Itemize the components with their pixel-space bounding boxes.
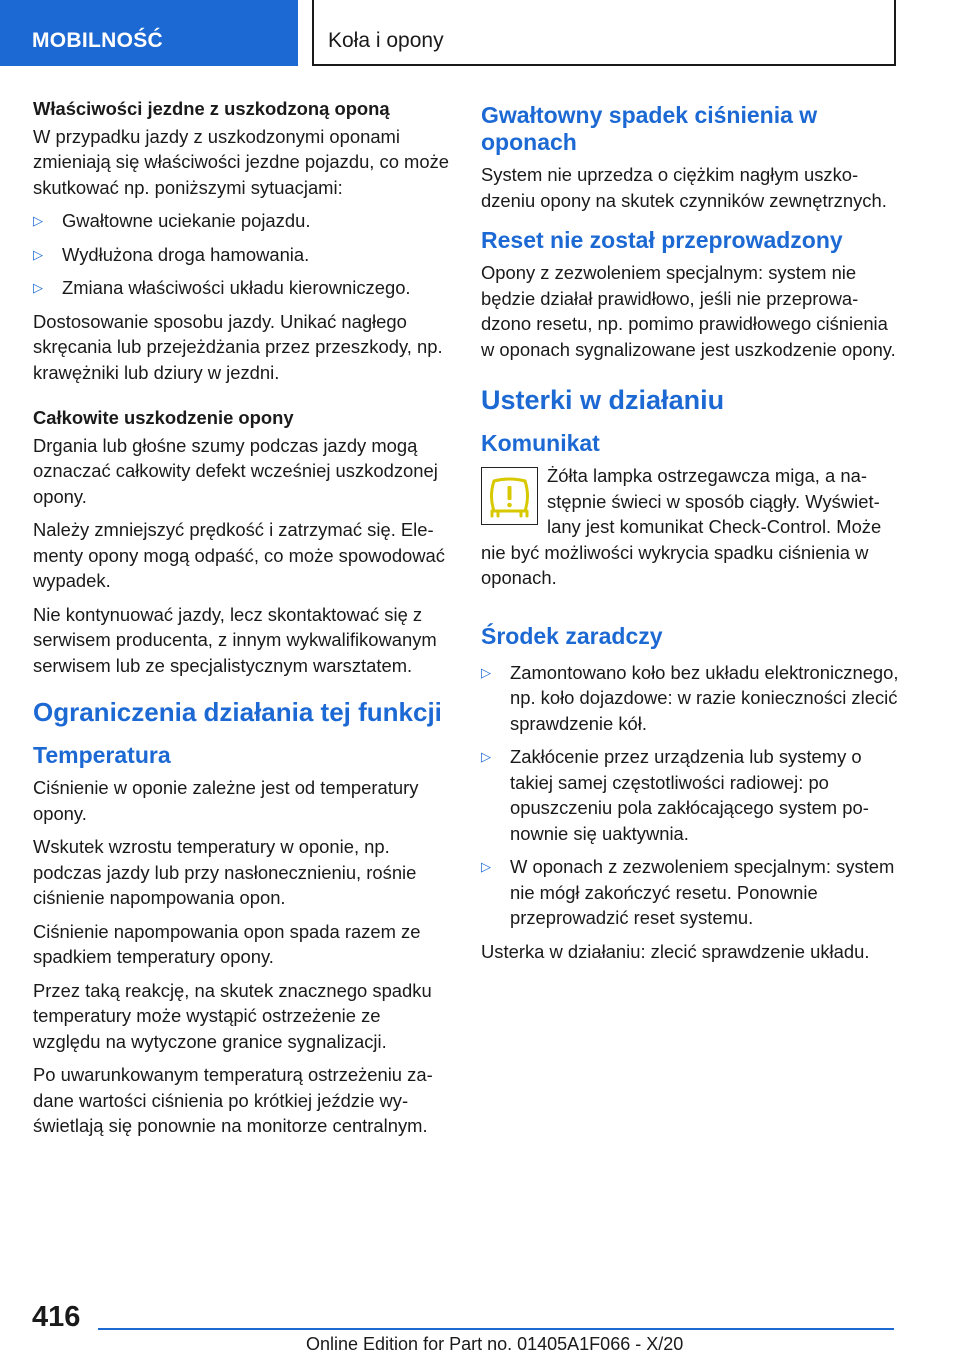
list-item-text: Zakłócenie przez urządzenia lub systemy o takiej samej częstotliwości radiowej: po opuszczeniu pola zakłócającego system ponownie się uaktywnia. (510, 746, 869, 844)
list-item-text: Gwałtowne uciekanie pojazdu. (62, 210, 311, 231)
heading-temperature: Temperatura (33, 742, 171, 768)
heading-damaged-tire: Właściwości jezdne z uszkodzoną oponą (33, 98, 390, 119)
heading-sudden-drop: Gwałtowny spadek ciśnienia w oponach (481, 102, 818, 155)
list-item (33, 275, 451, 301)
list-item (33, 242, 451, 268)
list-item (481, 854, 901, 931)
paragraph: Przez taką reakcję, na skutek znacznego spadku temperatury może wystąpić ostrzeżenie ze względu na wytyczone granice sygnalizacji. (33, 979, 432, 1052)
list-item (481, 660, 901, 737)
paragraph: W przypadku jazdy z uszkodzonymi oponami zmieniają się właściwości jezdne pojazdu, co może skutkować np. poniższymi sytuacjami: (33, 125, 450, 198)
page-number: 416 (32, 1301, 81, 1333)
paragraph: Dostosowanie sposobu jazdy. Unikać nagłego skręcania lub przejeżdżania przez przeszkody, np. krawężniki lub dziury w jezdni. (33, 310, 443, 383)
page-header (0, 0, 960, 66)
heading-faults: Usterki w działaniu (481, 385, 725, 415)
section-tab: MOBILNOŚĆ (0, 0, 298, 66)
triangle-right-icon: ▷ (33, 246, 43, 262)
left-column (33, 96, 451, 1147)
heading-message: Komunikat (481, 430, 600, 456)
tire-pressure-warning-icon (481, 467, 538, 525)
triangle-right-icon: ▷ (33, 280, 43, 295)
paragraph: Ciśnienie w oponie zależne jest od temperatury opony. (33, 777, 419, 824)
chapter-title: Koła i opony (312, 0, 896, 66)
heading-total-damage: Całkowite uszkodzenie opony (33, 407, 294, 428)
list-item-text: W oponach z zezwoleniem specjalnym: system nie mógł zakończyć resetu. Ponownie przeprowadzić reset systemu. (510, 856, 895, 928)
heading-remedy: Środek zaradczy (481, 622, 663, 649)
triangle-right-icon: ▷ (481, 749, 491, 764)
list-item-text: Wydłużona droga hamowania. (62, 243, 310, 265)
triangle-right-icon: ▷ (481, 859, 491, 874)
paragraph: Należy zmniejszyć prędkość i zatrzymać się. Elementy opony mogą odpaść, co może spowodować wypadek. (33, 519, 445, 591)
paragraph: System nie uprzedza o ciężkim nagłym uszkodzeniu opony na skutek czynników zewnętrznych. (481, 164, 887, 211)
right-column (481, 96, 901, 972)
paragraph: Żółta lampka ostrzegawcza miga, a następnie świeci w sposób ciągły. Wyświetlany jest komunikat Check-Control. Może nie być możliwości wykrycia spadku ciśnienia w oponach. (481, 465, 882, 588)
list-item-text: Zamontowano koło bez układu elektronicznego, np. koło dojazdowe: w razie konieczności zlecić sprawdzenie kół. (510, 661, 899, 734)
bullet-list (481, 660, 901, 931)
list-item (33, 208, 451, 234)
paragraph: Opony z zezwoleniem specjalnym: system nie będzie działał prawidłowo, jeśli nie przeprowadzono resetu, np. pomimo prawidłowego ciśnienia w oponach sygnalizowane jest uszkodzenie opony. (481, 262, 896, 360)
heading-limits: Ograniczenia działania tej funkcji (33, 697, 442, 727)
paragraph: Nie kontynuować jazdy, lecz skontaktować się z serwisem producenta, z innym wykwalifikowanym serwisem lub ze specjalistycznym warsztatem. (33, 603, 437, 676)
paragraph: Po uwarunkowanym temperaturą ostrzeżeniu zadane wartości ciśnienia po krótkiej jeździe wyświetlają się ponownie na monitorze centralnym. (33, 1064, 433, 1136)
warning-notice (481, 463, 901, 599)
paragraph: Drgania lub głośne szumy podczas jazdy mogą oznaczać całkowity defekt wcześniej uszkodzonej opony. (33, 434, 438, 507)
footer-rule (98, 1328, 894, 1330)
paragraph: Usterka w działaniu: zlecić sprawdzenie układu. (481, 940, 870, 962)
heading-reset: Reset nie został przeprowadzony (481, 227, 843, 253)
edition-note: Online Edition for Part no. 01405A1F066 - X/20 (306, 1334, 684, 1354)
paragraph: Wskutek wzrostu temperatury w oponie, np. podczas jazdy lub przy nasłonecznieniu, rośnie ciśnienie napompowania opon. (33, 836, 417, 908)
paragraph: Ciśnienie napompowania opon spada razem ze spadkiem temperatury opony. (33, 920, 421, 967)
bullet-list (33, 208, 451, 301)
list-item-text: Zmiana właściwości układu kierowniczego. (62, 277, 411, 298)
triangle-right-icon: ▷ (33, 213, 43, 228)
triangle-right-icon: ▷ (481, 664, 491, 680)
list-item (481, 744, 901, 846)
